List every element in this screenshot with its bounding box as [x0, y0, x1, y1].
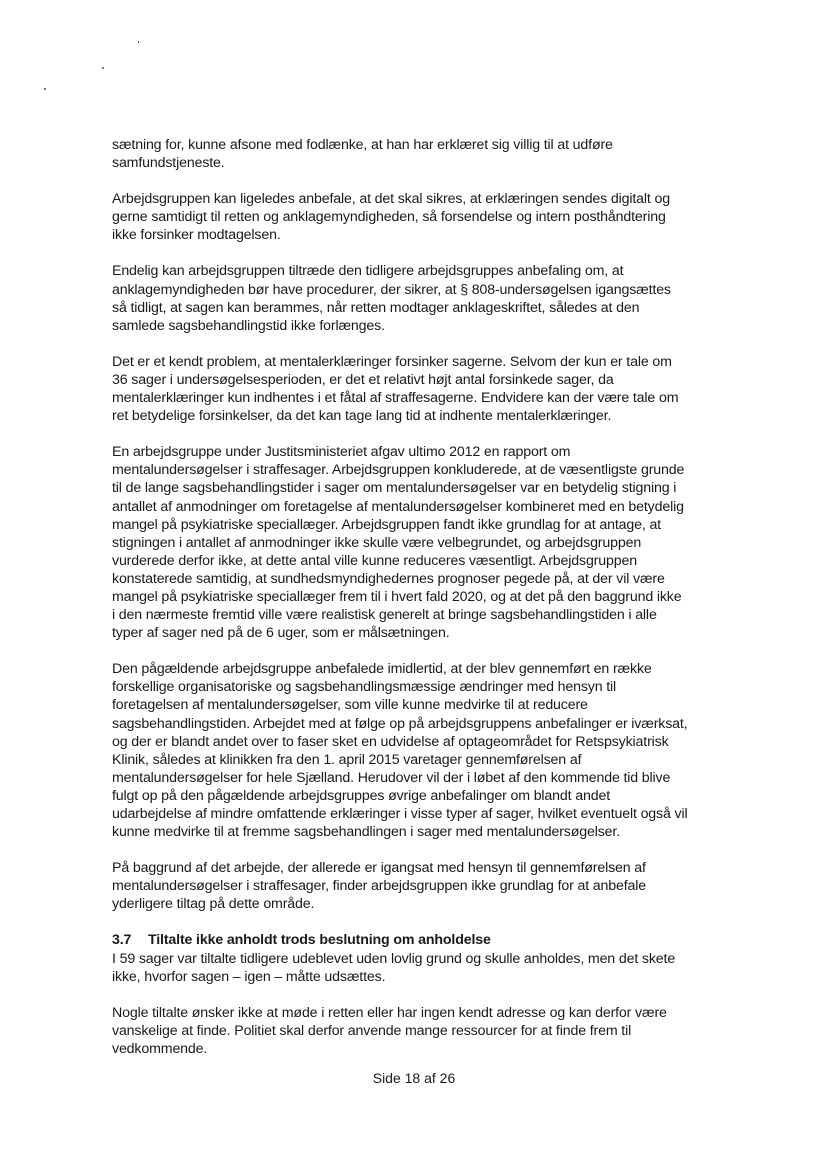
paragraph: Endelig kan arbejdsgruppen tiltræde den tidligere arbejdsgruppes anbefaling om, at anklagemyndigheden bør have procedurer, der sikrer, at § 808-undersøgelsen igangsættes så tidligt, at sagen kan berammes, når retten modtager anklageskriftet, således at den samlede sagsbehandlingstid ikke forlænges.	[112, 263, 671, 334]
section-title: Tiltalte ikke anholdt trods beslutning om anholdelse	[148, 932, 491, 949]
paragraph: I 59 sager var tiltalte tidligere udeblevet uden lovlig grund og skulle anholdes, men det skete ikke, hvorfor sagen – igen – måtte udsættes.	[112, 950, 676, 985]
paragraph: Det er et kendt problem, at mentalerklæringer forsinker sagerne. Selvom der kun er tale om 36 sager i undersøgelsesperioden, er det et relativt højt antal forsinkede sager, da mentalerklæringer kun indhentes i et fåtal af straffesagerne. Endvidere kan der være tale om ret betydelige forsinkelser, da det kan tage lang tid at indhente mentalerklæringer.	[112, 353, 679, 425]
paragraph: Nogle tiltalte ønsker ikke at møde i retten eller har ingen kendt adresse og kan derfor være vanskelige at finde. Politiet skal derfor anvende mange ressourcer for at finde frem til vedkommende.	[112, 1004, 667, 1057]
paragraph: Den pågældende arbejdsgruppe anbefalede imidlertid, at der blev gennemført en række forskellige organisatoriske og sagsbehandlingsmæssige ændringer med hensyn til foretagelsen af mentalundersøgelser, som ville kunne medvirke til at reducere sagsbehandlingstiden. Arbejdet med at følge op på arbejdsgruppens anbefalinger er iværksat, og der er blandt andet over to faser sket en udvidelse af optageområdet for Retspsykiatrisk Klinik, således at klinikken fra den 1. april 2015 varetager gennemførelsen af mentalundersøgelser for hele Sjælland. Herudover vil der i løbet af den kommende tid blive fulgt op på den pågældende arbejdsgruppes øvrige anbefalinger om blandt andet udarbejdelse af mindre omfattende erklæringer i visse typer af sager, hvilket eventuelt også vil kunne medvirke til at fremme sagsbehandlingen i sager med mentalundersøgelser.	[112, 661, 688, 841]
scan-speck	[44, 88, 46, 90]
paragraph: sætning for, kunne afsone med fodlænke, at han har erklæret sig villig til at udføre samfundstjeneste.	[112, 137, 613, 172]
scan-speck	[138, 41, 139, 43]
scan-speck	[102, 67, 104, 69]
paragraph: En arbejdsgruppe under Justitsministeriet afgav ultimo 2012 en rapport om mentalundersøgelser i straffesager. Arbejdsgruppen konkluderede, at de væsentligste grunde til de lange sagsbehandlingstider i sager om mentalundersøgelser var en betydelig stigning i antallet af anmodninger om foretagelse af mentalundersøgelser kombineret med en betydelig mangel på psykiatriske speciallæger. Arbejdsgruppen fandt ikke grundlag for at antage, at stigningen i antallet af anmodninger ikke skulle være velbegrundet, og arbejdsgruppen vurderede derfor ikke, at dette antal ville kunne reduceres væsentligt. Arbejdsgruppen konstaterede samtidig, at sundhedsmyndighedernes prognoser pegede på, at der vil være mangel på psykiatriske speciallæger frem til i hvert fald 2020, og at det på den baggrund ikke i den nærmeste fremtid ville være realistisk generelt at bringe sagsbehandlingstiden i alle typer af sager ned på de 6 uger, som er målsætningen.	[112, 444, 685, 642]
paragraph: På baggrund af det arbejde, der allerede er igangsat med hensyn til gennemførelsen af mentalundersøgelser i straffesager, finder arbejdsgruppen ikke grundlag for at anbefale yderligere tiltag på dette område.	[112, 860, 647, 913]
section-number: 3.7	[112, 932, 132, 949]
page-number: Side 18 af 26	[372, 1070, 456, 1086]
paragraph: Arbejdsgruppen kan ligeledes anbefale, at det skal sikres, at erklæringen sendes digitalt og gerne samtidigt til retten og anklagemyndigheden, så forsendelse og intern posthåndtering ikke forsinker modtagelsen.	[112, 191, 670, 244]
section-heading	[112, 931, 688, 949]
document-body	[112, 136, 688, 1076]
